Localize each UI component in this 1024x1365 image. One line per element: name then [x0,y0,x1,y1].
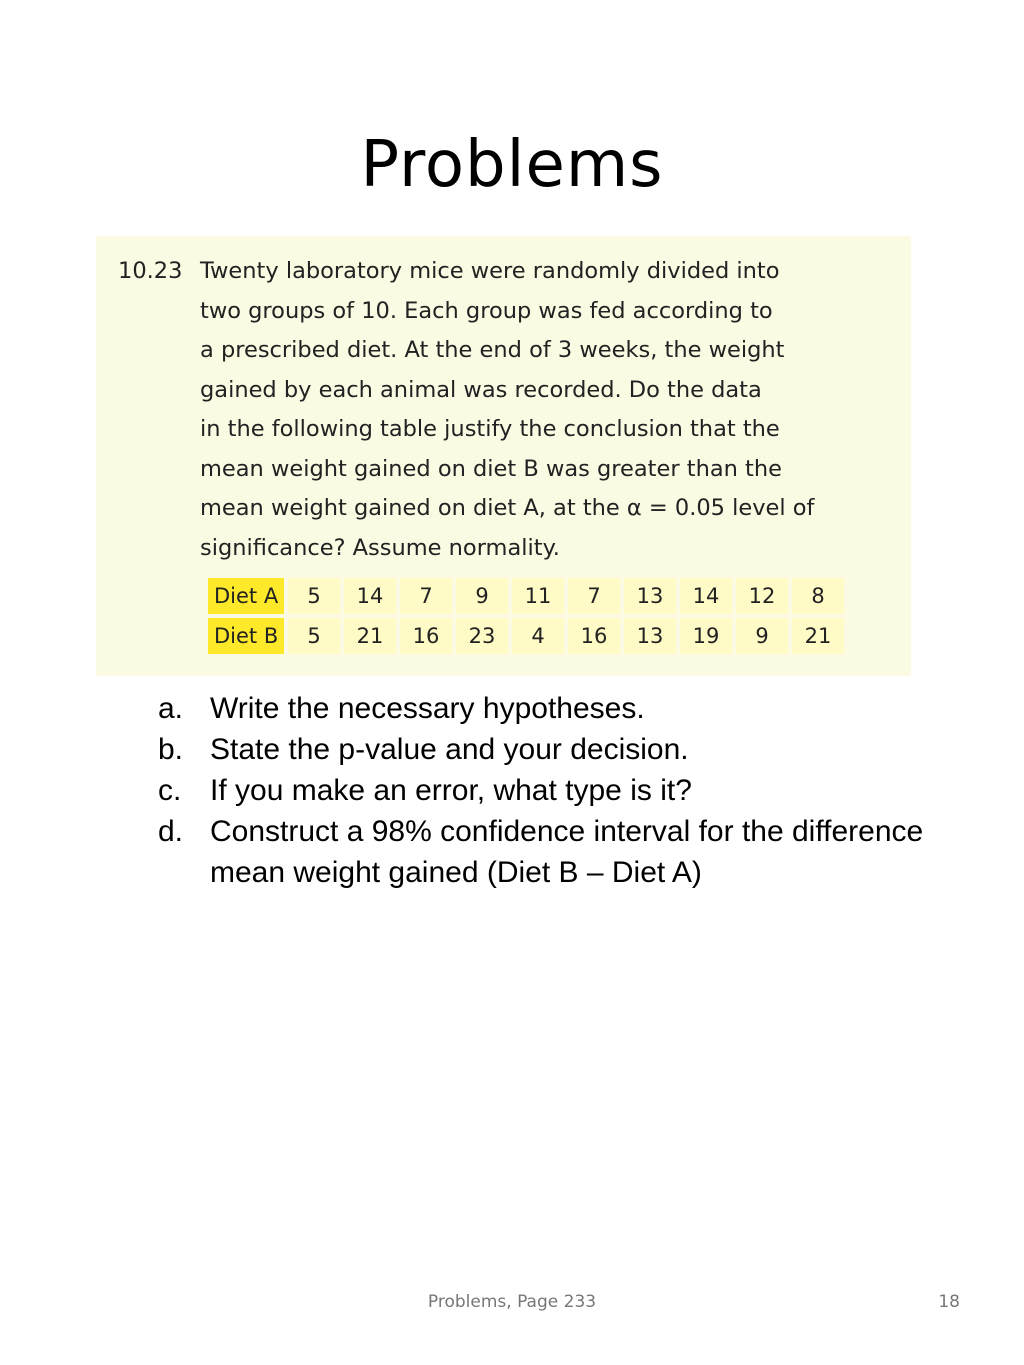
row-label: Diet B [208,618,284,654]
slide-title: Problems [360,128,664,202]
table-cell: 9 [456,578,508,614]
question-letter: c. [158,774,182,807]
table-cell: 7 [568,578,620,614]
problem-line: in the following table justify the conclusion that the [200,416,780,442]
question-text: Write the necessary hypotheses. [210,692,645,725]
table-cell: 9 [736,618,788,654]
table-cell: 5 [288,618,340,654]
table-cell: 19 [680,618,732,654]
problem-line: mean weight gained on diet A, at the α = 0.05 level of [200,495,815,521]
table-cell: 23 [456,618,508,654]
problem-number: 10.23 [118,258,183,284]
table-cell: 7 [400,578,452,614]
table-cell: 21 [344,618,396,654]
problem-line: gained by each animal was recorded. Do the data [200,376,762,403]
table-cell: 11 [512,578,564,614]
table-cell: 14 [680,578,732,614]
problem-line: two groups of 10. Each group was fed according to [200,297,773,324]
diet-table [204,574,848,658]
row-label: Diet A [208,578,284,614]
problem-line: Twenty laboratory mice were randomly divided into [200,258,780,284]
problem-line: a prescribed diet. At the end of 3 weeks, the weight [200,337,785,363]
table-cell: 12 [736,578,788,614]
question-text: Construct a 98% confidence interval for the difference mean weight gained (Diet B – Diet A) [210,815,924,889]
problem-line: mean weight gained on diet B was greater than the [200,455,782,482]
table-cell: 13 [624,618,676,654]
problem-text [200,252,814,568]
scanned-problem-image [96,236,911,676]
table-cell: 21 [792,618,844,654]
page-number: 18 [938,1292,960,1312]
table-cell: 5 [288,578,340,614]
table-row-diet-b [208,618,844,654]
table-cell: 8 [792,578,844,614]
table-cell: 16 [400,618,452,654]
table-cell: 14 [344,578,396,614]
list-item [150,729,990,770]
slide-footer: Problems, Page 233 [427,1292,597,1312]
list-item [150,770,990,811]
table-cell: 4 [512,618,564,654]
list-item [150,811,990,893]
question-letter: a. [158,692,184,725]
list-item [150,688,990,729]
question-text: If you make an error, what type is it? [210,774,692,807]
question-list [150,688,990,893]
problem-line: significance? Assume normality. [200,534,560,561]
question-letter: d. [158,815,184,848]
table-row-diet-a [208,578,844,614]
table-cell: 13 [624,578,676,614]
table-cell: 16 [568,618,620,654]
question-text: State the p-value and your decision. [210,733,689,766]
question-letter: b. [158,733,184,766]
